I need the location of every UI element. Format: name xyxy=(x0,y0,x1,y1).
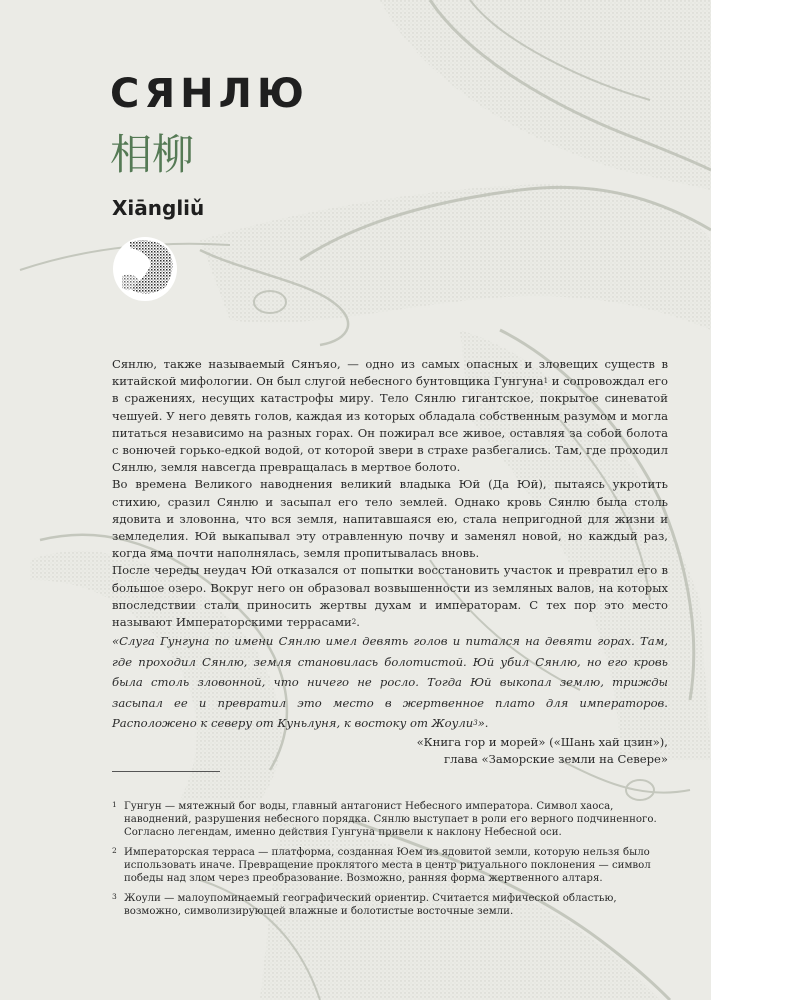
footnote-text: Императорская терраса — платформа, созданная Юем из ядовитой земли, которую нельзя было использовать иначе. Превращение проклятого места в центр ритуального поклонения — символ победы над злом через преобразование. Возможно, ранняя форма жертвенного алтаря. xyxy=(124,847,651,884)
source-line-1: «Книга гор и морей» («Шань хай цзин»), xyxy=(416,734,668,749)
creature-emblem-icon xyxy=(112,236,178,302)
source-line-2: глава «Заморские земли на Севере» xyxy=(444,751,668,766)
quote-source xyxy=(112,734,668,768)
chinese-name: 相柳 xyxy=(110,130,195,179)
footnote-ref-1[interactable]: 1 xyxy=(543,377,549,386)
footnote-number: 2 xyxy=(112,846,117,855)
footnote-ref-3[interactable]: 3 xyxy=(473,719,478,728)
page-margin-strip xyxy=(711,0,800,1000)
footnotes xyxy=(112,800,672,925)
article-body xyxy=(112,356,668,768)
footnote-text: Жоули — малоупоминаемый географический ориентир. Считается мифической областью, возможно, символизирующей влажные и болотистые восточные земли. xyxy=(124,893,617,917)
footnote-number: 1 xyxy=(112,800,117,809)
footnote-text: Гунгун — мятежный бог воды, главный антагонист Небесного императора. Символ хаоса, наводнений, разрушения небесного порядка. Сянлю выступает в роли его верного подчиненного. Согласно легендам, именно действия Гунгуна привели к наклону Небесной оси. xyxy=(124,801,657,838)
paragraph-1: Сянлю, также называемый Сянъяо, — одно из самых опасных и зловещих существ в китайской мифологии. Он был слугой небесного бунтовщика Гунгуна$^1$ и сопровождал его в сражениях, несущих катастрофы миру. Тело Сянлю гигантское, покрытое синеватой чешуей. У него девять голов, каждая из которых обладала собственным разумом и могла питаться независимо на разных горах. Он пожирал все живое, оставляя за собой болота с вонючей горько-едкой водой, от которой звери в страхе разбегались. Там, где проходил Сянлю, земля навсегда превращалась в мертвое болото. xyxy=(112,357,668,475)
block-quote: «Слуга Гунгуна по имени Сянлю имел девять голов и питался на девяти горах. Там, где проходил Сянлю, земля становилась болотистой. Юй убил Сянлю, но его кровь была столь зловонной, что ничего не росло. Тогда Юй выкопал землю, трижды засыпал ее и превратил это место в жертвенное плато для императоров. Расположено к северу от Куньлуня, к востоку от Жоули$^3$». xyxy=(112,634,668,731)
paragraph-3: После череды неудач Юй отказался от попытки восстановить участок и превратил его в большое озеро. Вокруг него он образовал возвышенности из земляных валов, на которых впоследствии стали приносить жертвы духам и императорам. С тех пор это место называют Императорскими террасами$^2$. xyxy=(112,563,668,630)
page-title: СЯНЛЮ xyxy=(110,71,309,117)
footnote-2 xyxy=(112,846,672,885)
footnote-3 xyxy=(112,892,672,918)
footnote-ref-2[interactable]: 2 xyxy=(351,618,357,627)
footnote-1 xyxy=(112,800,672,839)
paragraph-2: Во времена Великого наводнения великий владыка Юй (Да Юй), пытаясь укротить стихию, сразил Сянлю и засыпал его тело землей. Однако кровь Сянлю была столь ядовита и зловонна, что вся земля, напитавшаяся ею, стала непригодной для жизни и земледелия. Юй выкапывал эту отравленную почву и заменял новой, но каждый раз, когда яма почти наполнялась, земля пропитывалась вновь. xyxy=(112,477,668,561)
footnote-number: 3 xyxy=(112,892,117,901)
pinyin-name: Xiāngliǔ xyxy=(112,196,205,220)
footnote-divider xyxy=(112,771,220,772)
